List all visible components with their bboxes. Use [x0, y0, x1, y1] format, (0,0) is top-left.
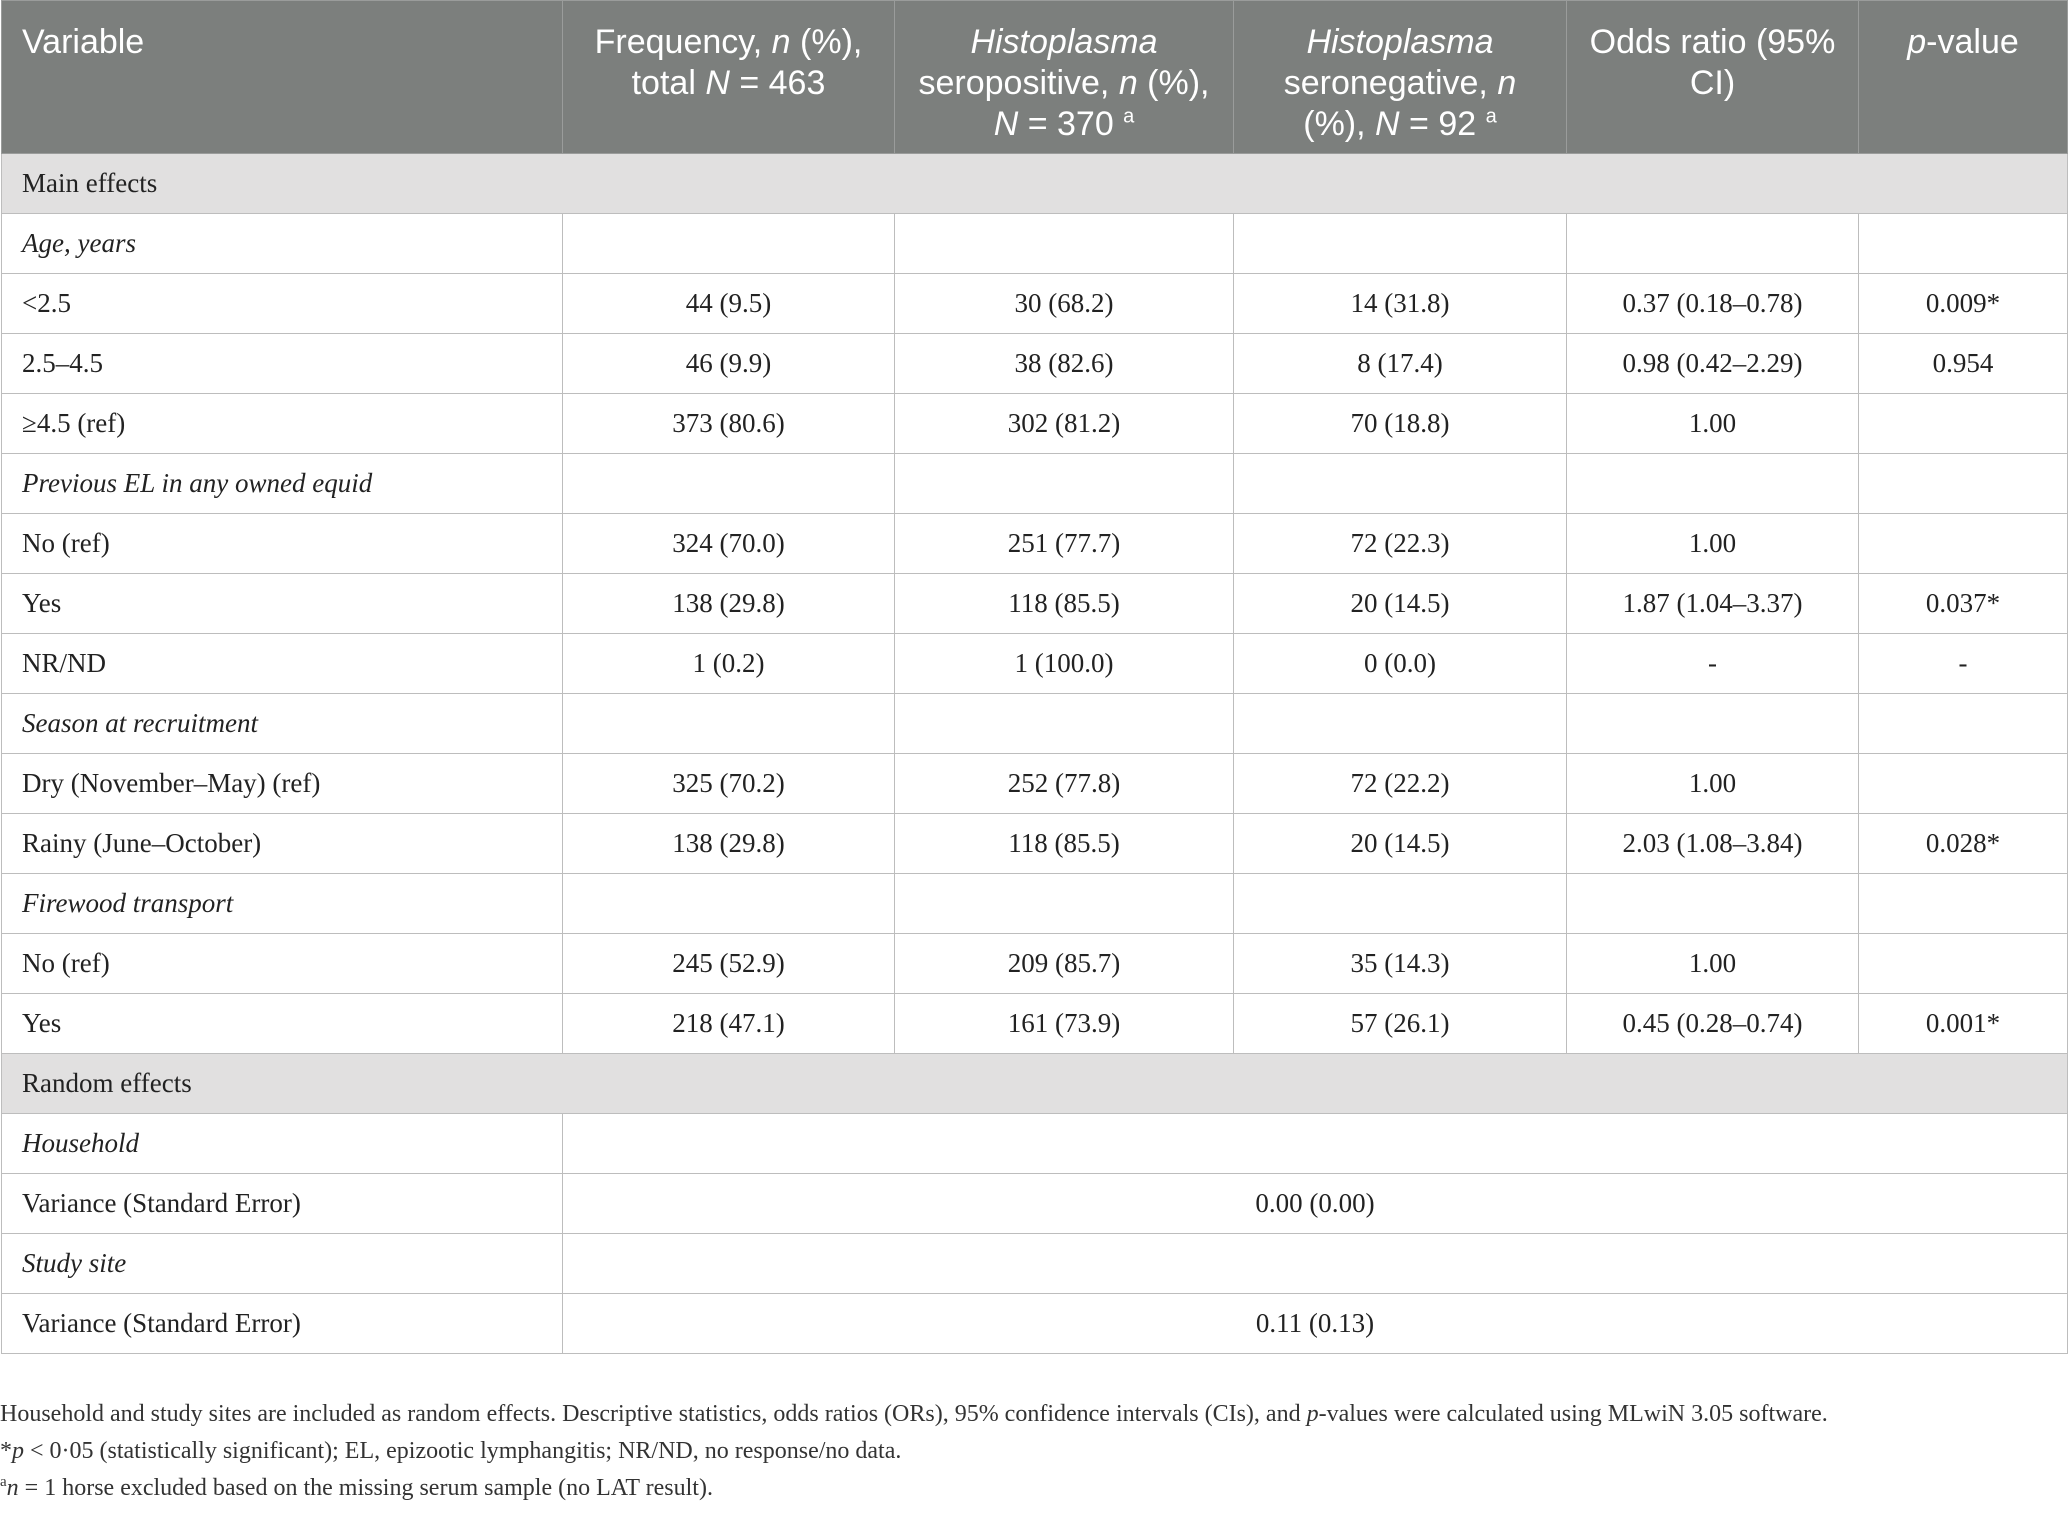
cell-seropositive: 1 (100.0) — [895, 634, 1234, 694]
group-row-firewood — [2, 874, 2068, 934]
cell-p-value: 0.037* — [1859, 574, 2068, 634]
cell-frequency: 373 (80.6) — [563, 394, 895, 454]
cell-variable: 2.5–4.5 — [2, 334, 563, 394]
empty-cell — [895, 874, 1234, 934]
table-row — [2, 634, 2068, 694]
cell-seronegative: 72 (22.3) — [1234, 514, 1567, 574]
header-row — [2, 1, 2068, 154]
footnote-methods: Household and study sites are included as random effects. Descriptive statistics, odds ratios (ORs), 95% confidence intervals (CIs), and p-values were calculated using MLwiN 3.05 software. — [0, 1401, 1828, 1427]
empty-cell — [1859, 214, 2068, 274]
empty-cell — [895, 454, 1234, 514]
cell-seropositive: 302 (81.2) — [895, 394, 1234, 454]
cell-p-value: - — [1859, 634, 2068, 694]
cell-seropositive: 30 (68.2) — [895, 274, 1234, 334]
cell-seronegative: 0 (0.0) — [1234, 634, 1567, 694]
empty-cell — [563, 694, 895, 754]
cell-odds-ratio: 1.87 (1.04–3.37) — [1567, 574, 1859, 634]
footnote-exclusion: $^a$n = 1 horse excluded based on the missing serum sample (no LAT result). — [0, 1474, 713, 1501]
group-row-previous-el — [2, 454, 2068, 514]
table-row — [2, 574, 2068, 634]
cell-seronegative: 20 (14.5) — [1234, 814, 1567, 874]
cell-frequency: 46 (9.9) — [563, 334, 895, 394]
cell-odds-ratio: 0.37 (0.18–0.78) — [1567, 274, 1859, 334]
cell-seropositive: 252 (77.8) — [895, 754, 1234, 814]
cell-seronegative: 35 (14.3) — [1234, 934, 1567, 994]
cell-seropositive: 38 (82.6) — [895, 334, 1234, 394]
header-variable: Variable — [2, 1, 563, 154]
cell-p-value: 0.009* — [1859, 274, 2068, 334]
section-label: Random effects — [2, 1054, 2068, 1114]
cell-odds-ratio: 1.00 — [1567, 394, 1859, 454]
table-footnotes — [0, 1396, 2060, 1507]
cell-variable: No (ref) — [2, 514, 563, 574]
cell-seropositive: 161 (73.9) — [895, 994, 1234, 1054]
cell-p-value: 0.954 — [1859, 334, 2068, 394]
cell-odds-ratio: 1.00 — [1567, 934, 1859, 994]
empty-cell — [1234, 694, 1567, 754]
group-label: Previous EL in any owned equid — [2, 454, 563, 514]
cell-odds-ratio: 0.98 (0.42–2.29) — [1567, 334, 1859, 394]
group-row-season — [2, 694, 2068, 754]
group-label: Season at recruitment — [2, 694, 563, 754]
group-row-study-site — [2, 1234, 2068, 1294]
footnote-significance: *p < 0·05 (statistically significant); EL, epizootic lymphangitis; NR/ND, no response/no data. — [0, 1438, 902, 1464]
group-label: Study site — [2, 1234, 563, 1294]
cell-frequency: 324 (70.0) — [563, 514, 895, 574]
cell-p-value — [1859, 934, 2068, 994]
group-row-age — [2, 214, 2068, 274]
cell-seropositive: 209 (85.7) — [895, 934, 1234, 994]
cell-frequency: 138 (29.8) — [563, 814, 895, 874]
table-row — [2, 994, 2068, 1054]
cell-seronegative: 57 (26.1) — [1234, 994, 1567, 1054]
table-row — [2, 334, 2068, 394]
cell-seropositive: 118 (85.5) — [895, 574, 1234, 634]
empty-cell — [1234, 874, 1567, 934]
empty-cell — [563, 214, 895, 274]
table-row — [2, 274, 2068, 334]
empty-cell — [1859, 874, 2068, 934]
empty-cell — [1234, 214, 1567, 274]
cell-frequency: 245 (52.9) — [563, 934, 895, 994]
cell-seronegative: 14 (31.8) — [1234, 274, 1567, 334]
empty-cell — [1567, 454, 1859, 514]
cell-variance-value: 0.00 (0.00) — [563, 1174, 2068, 1234]
table-row — [2, 1294, 2068, 1354]
cell-variable: No (ref) — [2, 934, 563, 994]
section-row-random — [2, 1054, 2068, 1114]
table-row — [2, 394, 2068, 454]
empty-cell — [1234, 454, 1567, 514]
cell-variable: Variance (Standard Error) — [2, 1294, 563, 1354]
cell-seronegative: 8 (17.4) — [1234, 334, 1567, 394]
group-label: Household — [2, 1114, 563, 1174]
cell-odds-ratio: 0.45 (0.28–0.74) — [1567, 994, 1859, 1054]
empty-cell — [895, 214, 1234, 274]
cell-odds-ratio: - — [1567, 634, 1859, 694]
empty-cell — [1859, 454, 2068, 514]
cell-variance-value: 0.11 (0.13) — [563, 1294, 2068, 1354]
cell-variable: NR/ND — [2, 634, 563, 694]
header-seropositive: Histoplasma seropositive, n (%), N = 370 $^a$ — [895, 1, 1234, 154]
cell-frequency: 325 (70.2) — [563, 754, 895, 814]
group-row-household — [2, 1114, 2068, 1174]
empty-cell — [563, 874, 895, 934]
cell-variable: <2.5 — [2, 274, 563, 334]
empty-cell — [1567, 214, 1859, 274]
table-row — [2, 934, 2068, 994]
results-table — [1, 0, 2068, 1354]
cell-variable: Yes — [2, 574, 563, 634]
cell-p-value — [1859, 514, 2068, 574]
cell-variable: Yes — [2, 994, 563, 1054]
cell-odds-ratio: 1.00 — [1567, 514, 1859, 574]
table-row — [2, 814, 2068, 874]
cell-variable: Dry (November–May) (ref) — [2, 754, 563, 814]
cell-frequency: 1 (0.2) — [563, 634, 895, 694]
header-frequency: Frequency, n (%), total N = 463 — [563, 1, 895, 154]
cell-p-value: 0.028* — [1859, 814, 2068, 874]
table-row — [2, 754, 2068, 814]
section-row-main — [2, 154, 2068, 214]
cell-p-value — [1859, 394, 2068, 454]
table-row — [2, 514, 2068, 574]
empty-cell — [563, 1114, 2068, 1174]
header-seronegative: Histoplasma seronegative, n (%), N = 92 $^a$ — [1234, 1, 1567, 154]
empty-cell — [563, 454, 895, 514]
empty-cell — [1567, 874, 1859, 934]
table-row — [2, 1174, 2068, 1234]
group-label: Firewood transport — [2, 874, 563, 934]
cell-frequency: 44 (9.5) — [563, 274, 895, 334]
cell-seropositive: 251 (77.7) — [895, 514, 1234, 574]
cell-variable: Rainy (June–October) — [2, 814, 563, 874]
header-p-value: p-value — [1859, 1, 2068, 154]
header-odds-ratio: Odds ratio (95% CI) — [1567, 1, 1859, 154]
cell-variable: ≥4.5 (ref) — [2, 394, 563, 454]
section-label: Main effects — [2, 154, 2068, 214]
cell-p-value: 0.001* — [1859, 994, 2068, 1054]
cell-seronegative: 70 (18.8) — [1234, 394, 1567, 454]
cell-seronegative: 20 (14.5) — [1234, 574, 1567, 634]
cell-odds-ratio: 2.03 (1.08–3.84) — [1567, 814, 1859, 874]
empty-cell — [1859, 694, 2068, 754]
empty-cell — [1567, 694, 1859, 754]
group-label: Age, years — [2, 214, 563, 274]
cell-frequency: 218 (47.1) — [563, 994, 895, 1054]
empty-cell — [563, 1234, 2068, 1294]
empty-cell — [895, 694, 1234, 754]
cell-variable: Variance (Standard Error) — [2, 1174, 563, 1234]
cell-frequency: 138 (29.8) — [563, 574, 895, 634]
cell-p-value — [1859, 754, 2068, 814]
cell-seropositive: 118 (85.5) — [895, 814, 1234, 874]
cell-odds-ratio: 1.00 — [1567, 754, 1859, 814]
cell-seronegative: 72 (22.2) — [1234, 754, 1567, 814]
